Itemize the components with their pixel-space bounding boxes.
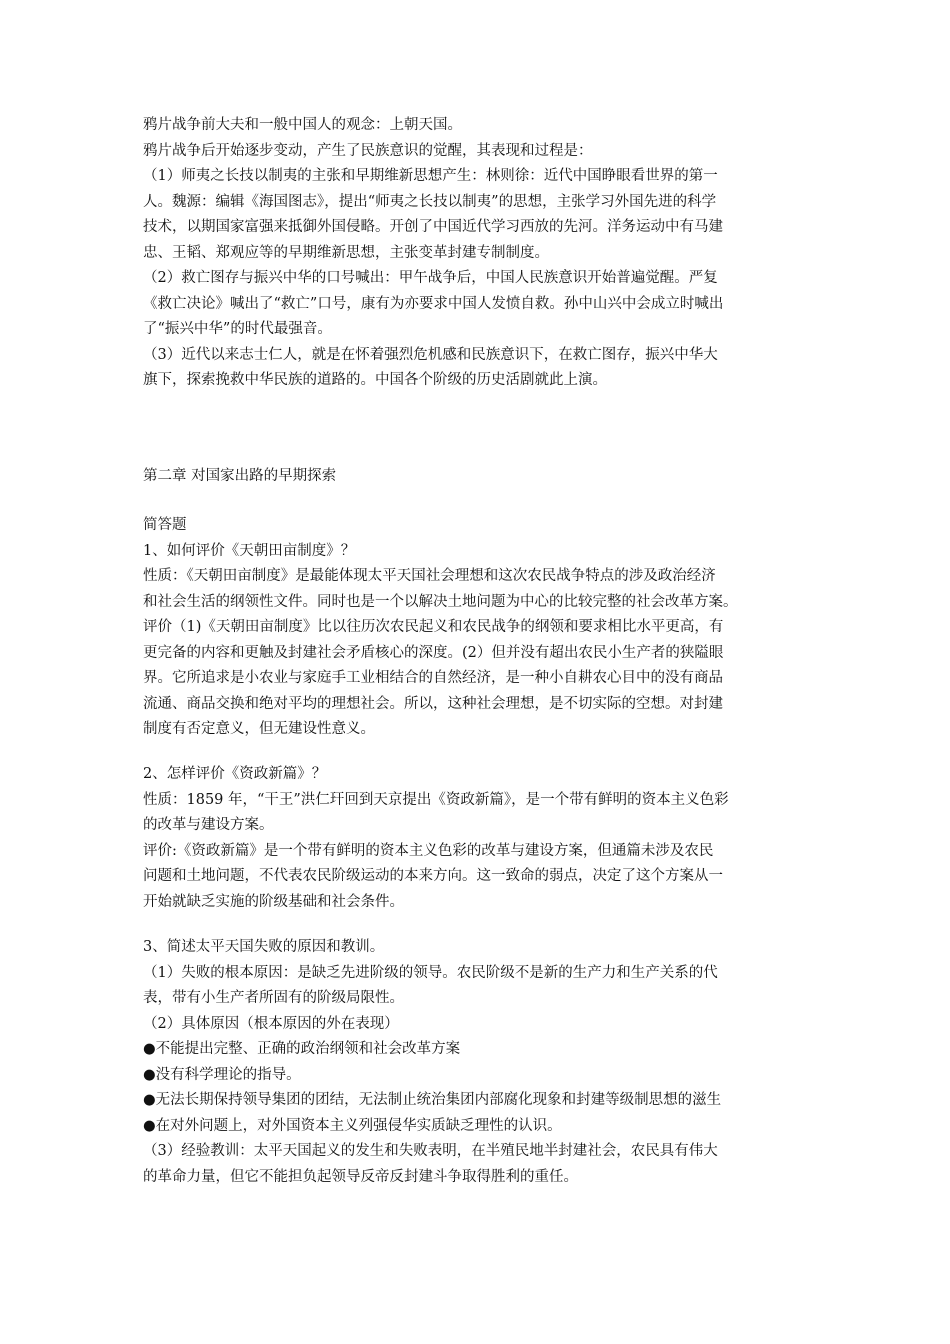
text-line: 性质：《天朝田亩制度》是最能体现太平天国社会理想和这次农民战争特点的涉及政治经济 — [143, 568, 716, 584]
question-title: 2、怎样评价《资政新篇》？ — [143, 766, 327, 782]
bullet-item: ●在对外问题上，对外国资本主义列强侵华实质缺乏理性的认识。 — [143, 1117, 562, 1134]
text-line: 开始就缺乏实施的阶级基础和社会条件。 — [143, 893, 404, 910]
text-line: 和社会生活的纲领性文件。同时也是一个以解决土地问题为中心的比较完整的社会改革方案。 — [143, 593, 738, 610]
text-line: 鸦片战争前大夫和一般中国人的观念：上朝天国。 — [143, 117, 462, 133]
bullet-item: ●无法长期保持领导集团的团结，无法制止统治集团内部腐化现象和封建等级制思想的滋生 — [143, 1092, 722, 1108]
bullet-item: ●没有科学理论的指导。 — [143, 1066, 301, 1083]
text-line: 旗下，探索挽救中华民族的道路的。中国各个阶级的历史活剧就此上演。 — [143, 372, 607, 388]
question-1-section — [143, 513, 815, 743]
text-line: 评价:《资政新篇》是一个带有鲜明的资本主义色彩的改革与建设方案，但通篇未涉及农民 — [143, 842, 714, 859]
text-line: 《救亡决论》喊出了“救亡”口号，康有为亦要求中国人发愤自救。孙中山兴中会成立时喊出 — [143, 295, 724, 312]
text-line: 人。魏源：编辑《海国图志》，提出“师夷之长技以制夷”的思想，主张学习外国先进的科学 — [143, 193, 717, 210]
text-line: 了“振兴中华”的时代最强音。 — [143, 321, 332, 337]
text-line: 的改革与建设方案。 — [143, 817, 274, 833]
text-line: （3）经验教训：太平天国起义的发生和失败表明，在半殖民地半封建社会，农民具有伟大 — [143, 1143, 718, 1159]
text-line: 评价（1)《天朝田亩制度》比以往历次农民起义和农民战争的纲领和要求相比水平更高，有 — [143, 619, 724, 635]
question-3-section — [143, 935, 815, 1190]
question-title: 1、如何评价《天朝田亩制度》？ — [143, 542, 356, 559]
text-line: 问题和土地问题，不代表农民阶级运动的本来方向。这一致命的弱点，决定了这个方案从一 — [143, 868, 723, 884]
text-line: 界。它所追求是小农业与家庭手工业相结合的自然经济，是一种小自耕农心目中的没有商品 — [143, 670, 723, 686]
text-line: 性质：1859 年，“干王”洪仁玕回到天京提出《资政新篇》，是一个带有鲜明的资本主义色彩 — [143, 791, 729, 808]
text-line: （2）具体原因（根本原因的外在表现） — [143, 1015, 399, 1032]
text-line: 的革命力量，但它不能担负起领导反帝反封建斗争取得胜利的重任。 — [143, 1168, 578, 1185]
text-line: （3）近代以来志士仁人，就是在怀着强烈危机感和民族意识下，在救亡图存，振兴中华大 — [143, 346, 718, 363]
chapter-title: 第二章 对国家出路的早期探索 — [143, 468, 337, 484]
text-line: 表，带有小生产者所固有的阶级局限性。 — [143, 990, 404, 1006]
text-line: 流通、商品交换和绝对平均的理想社会。所以，这种社会理想，是不切实际的空想。对封建 — [143, 695, 723, 712]
text-line: 更完备的内容和更触及封建社会矛盾核心的深度。(2）但并没有超出农民小生产者的狭隘眼 — [143, 644, 724, 661]
section-label: 简答题 — [143, 517, 187, 533]
text-line: 制度有否定意义，但无建设性意义。 — [143, 721, 375, 737]
text-line: 技术，以期国家富强来抵御外国侵略。开创了中国近代学习西放的先河。洋务运动中有马建 — [143, 219, 723, 235]
text-line: （1）失败的根本原因：是缺乏先进阶级的领导。农民阶级不是新的生产力和生产关系的代 — [143, 964, 718, 981]
question-2-section — [143, 762, 815, 915]
intro-section — [143, 113, 815, 394]
text-line: 鸦片战争后开始逐步变动，产生了民族意识的觉醒，其表现和过程是： — [143, 142, 593, 159]
question-title: 3、简述太平天国失败的原因和教训。 — [143, 939, 385, 955]
text-line: 忠、王韬、郑观应等的早期维新思想，主张变革封建专制制度。 — [143, 244, 549, 261]
text-line: （2）救亡图存与振兴中华的口号喊出：甲午战争后，中国人民族意识开始普遍觉醒。严复 — [143, 270, 718, 286]
text-line: （1）师夷之长技以制夷的主张和早期维新思想产生：林则徐：近代中国睁眼看世界的第一 — [143, 168, 718, 184]
chapter-heading — [143, 464, 815, 490]
bullet-item: ●不能提出完整、正确的政治纲领和社会改革方案 — [143, 1041, 461, 1057]
